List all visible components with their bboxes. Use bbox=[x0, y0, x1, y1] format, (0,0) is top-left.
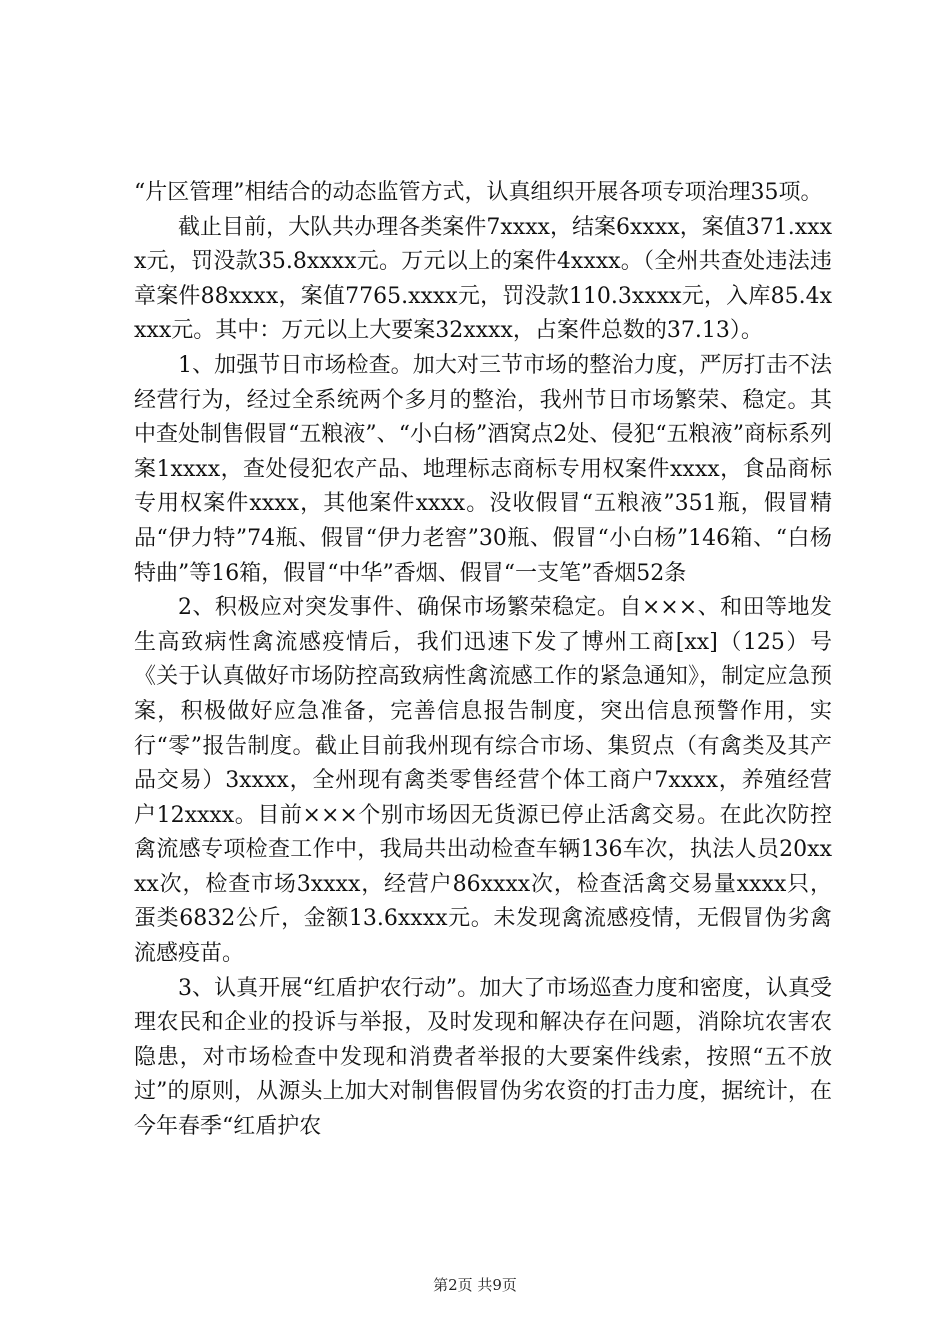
page-footer bbox=[0, 1274, 950, 1295]
paragraph-1: “片区管理”相结合的动态监管方式，认真组织开展各项专项治理35项。 bbox=[134, 180, 823, 205]
paragraph-4: 2、积极应对突发事件、确保市场繁荣稳定。自×××、和田等地发生高致病性禽流感疫情后，我们迅速下发了博州工商[xx]（125）号《关于认真做好市场防控高致病性禽流感工作的紧急通知》，制定应急预案，积极做好应急准备，完善信息报告制度，突出信息预警作用，实行“零”报告制度。截止目前我州现有综合市场、集贸点（有禽类及其产品交易）3xxxx，全州现有禽类零售经营个体工商户7xxxx，养殖经营户12xxxx。目前×××个别市场因无货源已停止活禽交易。在此次防控禽流感专项检查工作中，我局共出动检查车辆136车次，执法人员20xxxx次，检查市场3xxxx，经营户86xxxx次，检查活禽交易量xxxx只，蛋类6832公斤，金额13.6xxxx元。未发现禽流感疫情，无假冒伪劣禽流感疫苗。 bbox=[134, 595, 832, 967]
paragraph-2: 截止目前，大队共办理各类案件7xxxx，结案6xxxx，案值371.xxxx元，罚没款35.8xxxx元。万元以上的案件4xxxx。（全州共查处违法违章案件88xxxx，案值7765.xxxx元，罚没款110.3xxxx元，入库85.4xxxx元。其中：万元以上大要案32xxxx，占案件总数的37.13）。 bbox=[134, 214, 832, 344]
document-body bbox=[134, 176, 832, 1145]
page-number-label: 第2页 共9页 bbox=[433, 1276, 517, 1294]
paragraph-5: 3、认真开展“红盾护农行动”。加大了市场巡查力度和密度，认真受理农民和企业的投诉与举报，及时发现和解决存在问题，消除坑农害农隐患，对市场检查中发现和消费者举报的大要案件线索，按照“五不放过”的原则，从源头上加大对制售假冒伪劣农资的打击力度，据统计，在今年春季“红盾护农 bbox=[134, 975, 832, 1140]
paragraph-3: 1、加强节日市场检查。加大对三节市场的整治力度，严厉打击不法经营行为，经过全系统两个多月的整治，我州节日市场繁荣、稳定。其中查处制售假冒“五粮液”、“小白杨”酒窝点2处、侵犯“五粮液”商标系列案1xxxx，查处侵犯农产品、地理标志商标专用权案件xxxx，食品商标专用权案件xxxx，其他案件xxxx。没收假冒“五粮液”351瓶，假冒精品“伊力特”74瓶、假冒“伊力老窖”30瓶、假冒“小白杨”146箱、“白杨特曲”等16箱，假冒“中华”香烟、假冒“一支笔”香烟52条 bbox=[134, 352, 832, 586]
